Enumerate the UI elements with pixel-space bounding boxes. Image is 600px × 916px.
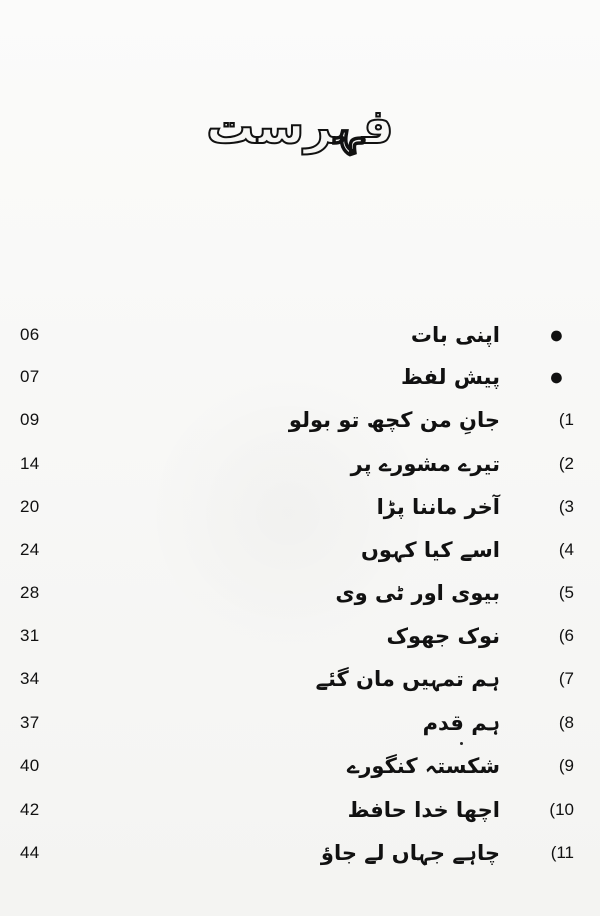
item-number: (7 xyxy=(558,669,574,688)
toc-entry-title: اپنی بات xyxy=(410,323,500,347)
toc-entry-title: ہم تمہیں مان گئے xyxy=(315,667,500,691)
toc-entry-title: بیوی اور ٹی وی xyxy=(335,581,500,605)
toc-row xyxy=(20,793,574,827)
toc-row xyxy=(20,749,574,783)
toc-page-number: 14 xyxy=(20,454,40,473)
toc-page-number: 24 xyxy=(20,540,40,559)
toc-row xyxy=(20,403,574,437)
item-number: (5 xyxy=(558,583,574,602)
item-number: (4 xyxy=(558,540,574,559)
toc-entry-title: چاہے جہاں لے جاؤ xyxy=(320,841,500,865)
toc-row xyxy=(20,533,574,567)
toc-row xyxy=(20,662,574,696)
item-number: (9 xyxy=(558,756,574,775)
item-number: (11 xyxy=(550,843,574,862)
toc-page-number: 09 xyxy=(20,410,40,429)
toc-page-number: 42 xyxy=(20,800,40,819)
item-number: (3 xyxy=(558,497,574,516)
bullet-marker: ● xyxy=(548,363,564,391)
item-number: (1 xyxy=(558,410,574,429)
item-number: (8 xyxy=(558,713,574,732)
dot-mark xyxy=(460,742,463,745)
title-container xyxy=(0,99,600,155)
toc-row xyxy=(20,576,574,610)
item-number: (10 xyxy=(549,800,574,819)
toc-row xyxy=(20,490,574,524)
toc-entry-title: نوک جھوک xyxy=(386,624,500,648)
toc-entry-title: پیش لفظ xyxy=(401,365,500,389)
toc-entry-title: آخر ماننا پڑا xyxy=(376,495,500,519)
toc-page-number: 20 xyxy=(20,497,40,516)
toc-page-number: 37 xyxy=(20,713,40,732)
toc-entry-title: اسے کیا کہوں xyxy=(360,538,500,562)
toc-page-number: 28 xyxy=(20,583,40,602)
toc-entry-title: تیرے مشورے پر xyxy=(350,452,500,476)
toc-row xyxy=(20,447,574,481)
toc-row xyxy=(20,619,574,653)
toc-row xyxy=(20,318,574,352)
toc-page-number: 31 xyxy=(20,626,40,645)
toc-page-number: 40 xyxy=(20,756,40,775)
toc-row xyxy=(20,706,574,740)
toc-page-number: 06 xyxy=(20,325,40,344)
toc-entry-title: شکستہ کنگورے xyxy=(347,754,500,778)
toc-entry-title: اچھا خدا حافظ xyxy=(347,798,500,822)
toc-page-number: 07 xyxy=(20,367,40,386)
toc-row xyxy=(20,836,574,870)
page-title: فہرست xyxy=(206,99,394,155)
toc-page-number: 34 xyxy=(20,669,40,688)
toc-entry-title: جانِ من کچھ تو بولو xyxy=(288,408,500,432)
toc-page-number: 44 xyxy=(20,843,40,862)
item-number: (6 xyxy=(558,626,574,645)
toc-entry-title: ہم قدم xyxy=(422,711,500,735)
item-number: (2 xyxy=(558,454,574,473)
toc-row xyxy=(20,360,574,394)
bullet-marker: ● xyxy=(548,321,564,349)
